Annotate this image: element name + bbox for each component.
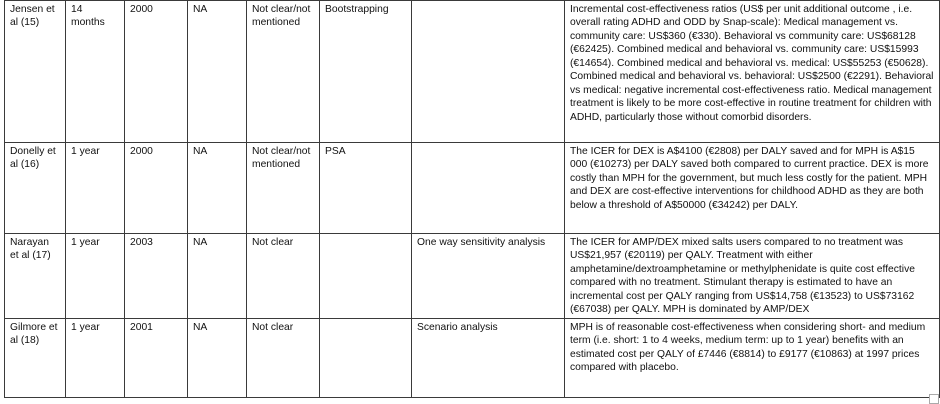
study-cell: Donelly et al (16): [5, 143, 66, 234]
method-cell: PSA: [320, 143, 412, 234]
result-cell: The ICER for DEX is A$4100 (€2808) per DALY saved and for MPH is A$15 000 (€10273) per DALY saved both compared to current practice. DEX is more costly than MPH for the government, but much less costly for the patient. MPH and DEX are cost-effective interventions for childhood ADHD as they are both below a threshold of A$50000 (€34242) per DALY.: [565, 143, 940, 234]
duration-cell: 1 year: [66, 143, 125, 234]
sensitivity-cell: Scenario analysis: [412, 319, 565, 398]
method-cell: Bootstrapping: [320, 1, 412, 143]
year-cell: 2001: [125, 319, 188, 398]
method-cell: [320, 234, 412, 319]
year-cell: 2003: [125, 234, 188, 319]
sensitivity-cell: [412, 1, 565, 143]
table-row: [5, 1, 940, 143]
na-cell: NA: [188, 1, 247, 143]
na-cell: NA: [188, 234, 247, 319]
duration-cell: 1 year: [66, 319, 125, 398]
year-cell: 2000: [125, 1, 188, 143]
na-cell: NA: [188, 319, 247, 398]
study-cell: Narayan et al (17): [5, 234, 66, 319]
clarity-cell: Not clear: [247, 234, 320, 319]
table-row: [5, 143, 940, 234]
duration-cell: 14 months: [66, 1, 125, 143]
sensitivity-cell: One way sensitivity analysis: [412, 234, 565, 319]
year-cell: 2000: [125, 143, 188, 234]
method-cell: [320, 319, 412, 398]
sensitivity-cell: [412, 143, 565, 234]
clarity-cell: Not clear: [247, 319, 320, 398]
table-row: [5, 234, 940, 319]
result-cell: MPH is of reasonable cost-effectiveness when considering short- and medium term (i.e. short: 1 to 4 weeks, medium term: up to 1 year) benefits with an estimated cost per QALY of £7446 (€8814) to £9177 (€10863) at 1997 prices compared with placebo.: [565, 319, 940, 398]
result-cell: Incremental cost-effectiveness ratios (US$ per unit additional outcome , i.e. overall rating ADHD and ODD by Snap-scale): Medical management vs. community care: US$360 (€330). Behavioral vs community care: US$68128 (€62425). Combined medical and behavioral vs. community care: US$15993 (€14654). Combined medical and behavioral vs. medical: US$55253 (€50628). Combined medical and behavioral vs. behavioral: US$2500 (€2291). Behavioral vs medical: negative incremental cost-effectiveness ratio. Medical management treatment is likely to be more cost-effective in routine treatment for children with ADHD, particularly those without comorbid disorders.: [565, 1, 940, 143]
study-cell: Jensen et al (15): [5, 1, 66, 143]
study-cell: Gilmore et al (18): [5, 319, 66, 398]
duration-cell: 1 year: [66, 234, 125, 319]
clarity-cell: Not clear/not mentioned: [247, 1, 320, 143]
na-cell: NA: [188, 143, 247, 234]
result-cell: The ICER for AMP/DEX mixed salts users compared to no treatment was US$21,957 (€20119) per QALY. Treatment with either amphetamine/dextroamphetamine or methylphenidate is quite cost effective compared with no treatment. Stimulant therapy is estimated to have an incremental cost per QALY ranging from US$14,758 (€13523) to US$73162 (€67038) per QALY. MPH is dominated by AMP/DEX: [565, 234, 940, 319]
clarity-cell: Not clear/not mentioned: [247, 143, 320, 234]
cost-effectiveness-table: [4, 0, 940, 398]
table-row: [5, 319, 940, 398]
